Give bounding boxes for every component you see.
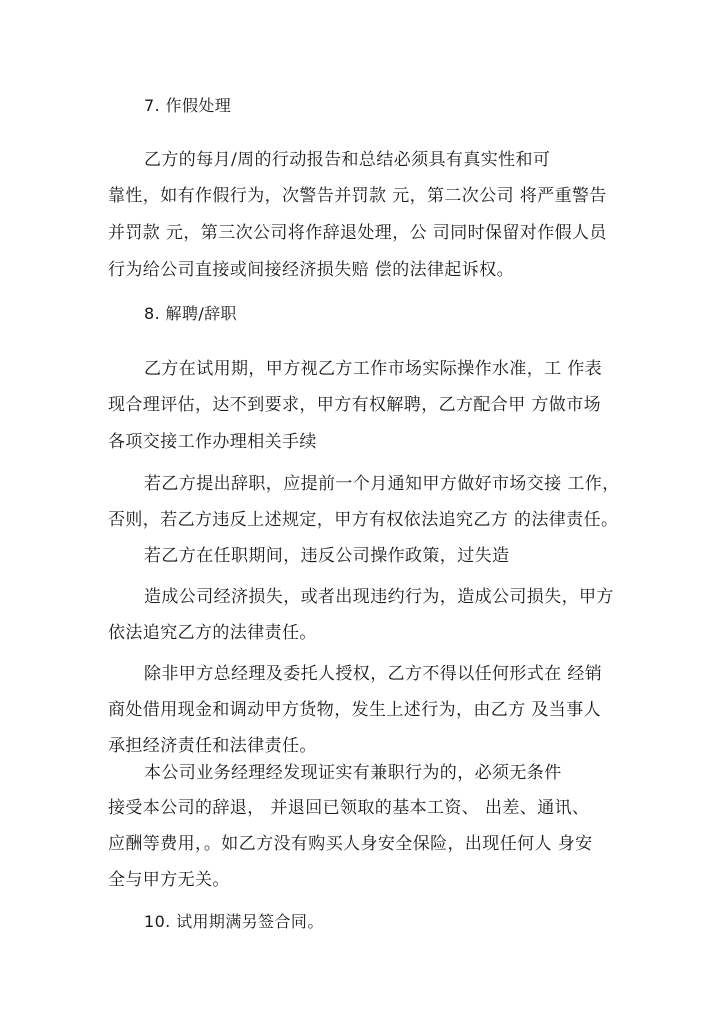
paragraph-line: 各项交接工作办理相关手续 [108, 432, 317, 452]
paragraph-line: 承担经济责任和法律责任。 [108, 736, 317, 756]
paragraph-line: 乙方在试用期，甲方视乙方工作市场实际操作水准，工 作表 [144, 359, 603, 379]
paragraph-line: 否则，若乙方违反上述规定，甲方有权依法追究乙方 的法律责任。 [108, 510, 619, 530]
paragraph-line: 全与甲方无关。 [108, 870, 230, 890]
paragraph-line: 商处借用现金和调动甲方货物，发生上述行为，由乙方 及当事人 [108, 700, 602, 720]
paragraph-line: 除非甲方总经理及委托人授权，乙方不得以任何形式在 经销 [144, 664, 603, 684]
paragraph-line: 造成公司经济损失，或者出现违约行为，造成公司损失，甲方 [144, 587, 614, 607]
paragraph-line: 应酬等费用，。如乙方没有购买人身安全保险，出现任何人 身安 [108, 834, 593, 854]
paragraph-line: 若乙方提出辞职，应提前一个月通知甲方做好市场交接 工作， [144, 474, 620, 494]
paragraph-line: 若乙方在任职期间，违反公司操作政策，过失造 [144, 546, 510, 566]
paragraph-line: 并罚款 元，第三次公司将作辞退处理，公 司同时保留对作假人员 [108, 223, 607, 243]
section-heading-10: 10. 试用期满另签合同。 [144, 912, 324, 931]
paragraph-line: 现合理评估，达不到要求，甲方有权解聘，乙方配合甲 方做市场 [108, 395, 602, 415]
section-heading-7: 7. 作假处理 [144, 96, 232, 115]
paragraph-line: 行为给公司直接或间接经济损失赔 偿的法律起诉权。 [108, 260, 515, 280]
paragraph-line: 乙方的每月/周的行动报告和总结必须具有真实性和可 [144, 150, 551, 170]
paragraph-line: 接受本公司的辞退， 并退回已领取的基本工资、 出差、通讯、 [108, 798, 590, 818]
paragraph-line: 依法追究乙方的法律责任。 [108, 623, 317, 643]
section-heading-8: 8. 解聘/辞职 [144, 304, 237, 323]
paragraph-line: 靠性，如有作假行为，次警告并罚款 元，第二次公司 将严重警告 [108, 186, 607, 206]
paragraph-line: 本公司业务经理经发现证实有兼职行为的，必须无条件 [144, 763, 562, 783]
